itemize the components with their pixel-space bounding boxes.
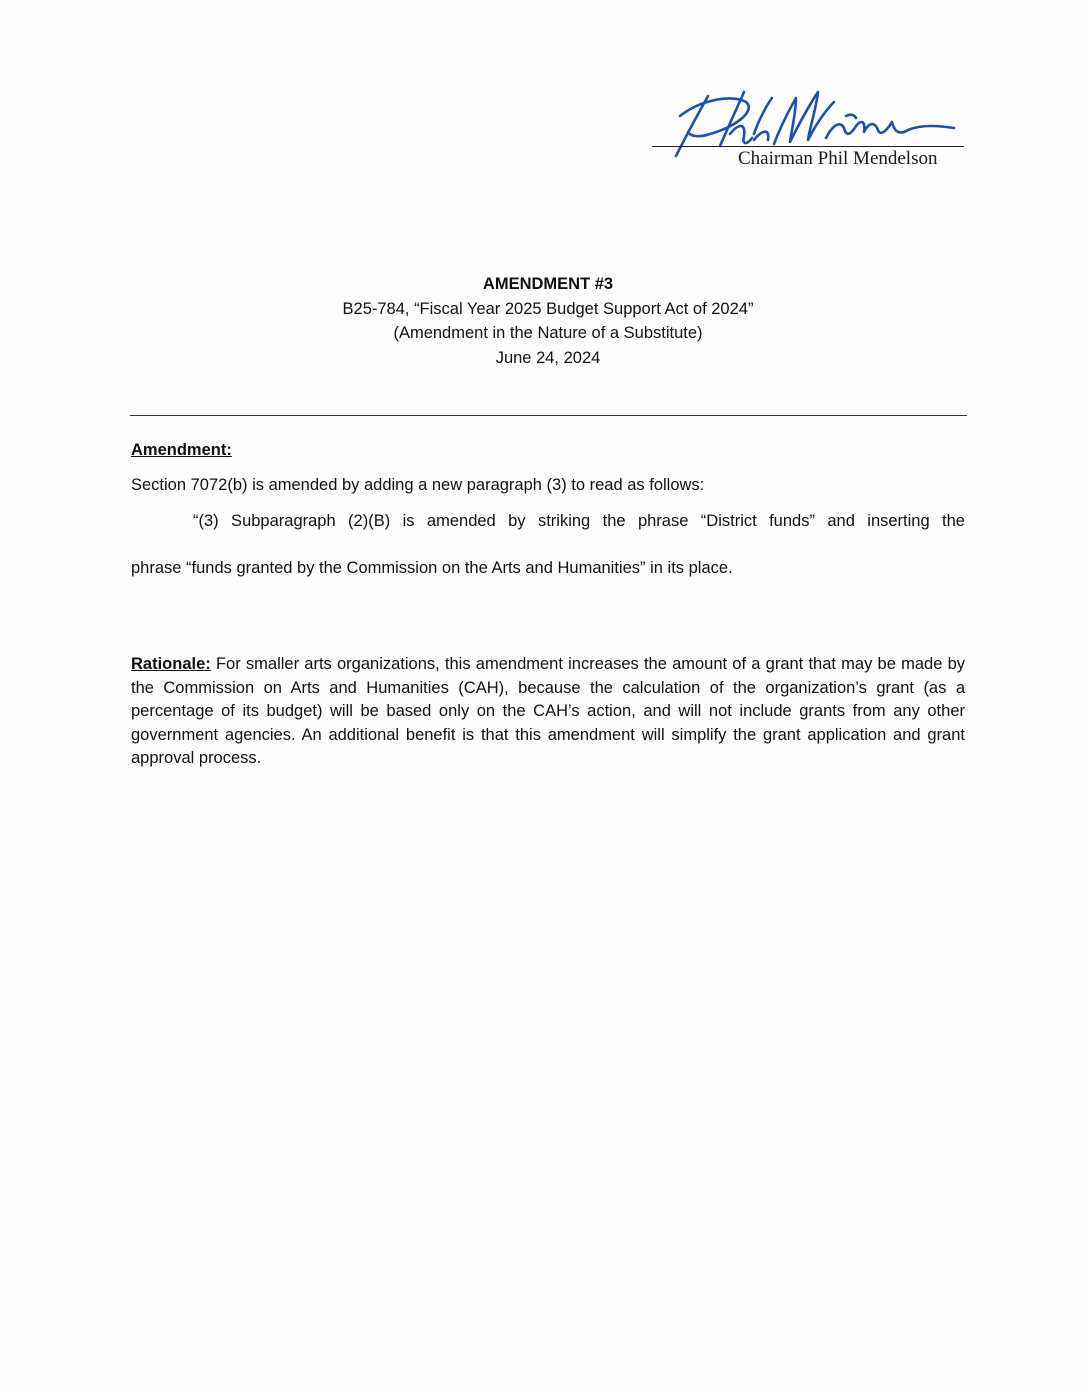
signature-block [650, 76, 970, 176]
document-date: June 24, 2024 [495, 348, 601, 367]
rationale-paragraph [131, 653, 965, 771]
amendment-heading: Amendment: [131, 441, 232, 459]
bill-title: B25-784, “Fiscal Year 2025 Budget Support Act of 2024” [342, 299, 754, 318]
horizontal-rule [130, 415, 967, 416]
amendment-paragraph-line-2: phrase “funds granted by the Commission on the Arts and Humanities” in its place. [131, 559, 733, 577]
rationale-label: Rationale: [131, 655, 211, 673]
signer-name: Chairman Phil Mendelson [738, 148, 938, 169]
amendment-paragraph-line-1 [131, 512, 965, 531]
document-header [0, 272, 1088, 370]
amendment-intro: Section 7072(b) is amended by adding a new paragraph (3) to read as follows: [131, 476, 705, 494]
signature-line [652, 146, 964, 147]
document-title: AMENDMENT #3 [482, 275, 614, 293]
amendment-paragraph-line-1-text: “(3) Subparagraph (2)(B) is amended by striking the phrase “District funds” and inserting the [193, 512, 965, 530]
rationale-text: For smaller arts organizations, this amendment increases the amount of a grant that may be made by the Commission on Arts and Humanities (CAH), because the calculation of the organization’s grant (as a percentage of its budget) will be based only on the CAH’s action, and will not include grants from any other government agencies. An additional benefit is that this amendment will simplify the grant application and grant approval process. [131, 655, 965, 768]
document-subtitle: (Amendment in the Nature of a Substitute) [393, 324, 703, 342]
